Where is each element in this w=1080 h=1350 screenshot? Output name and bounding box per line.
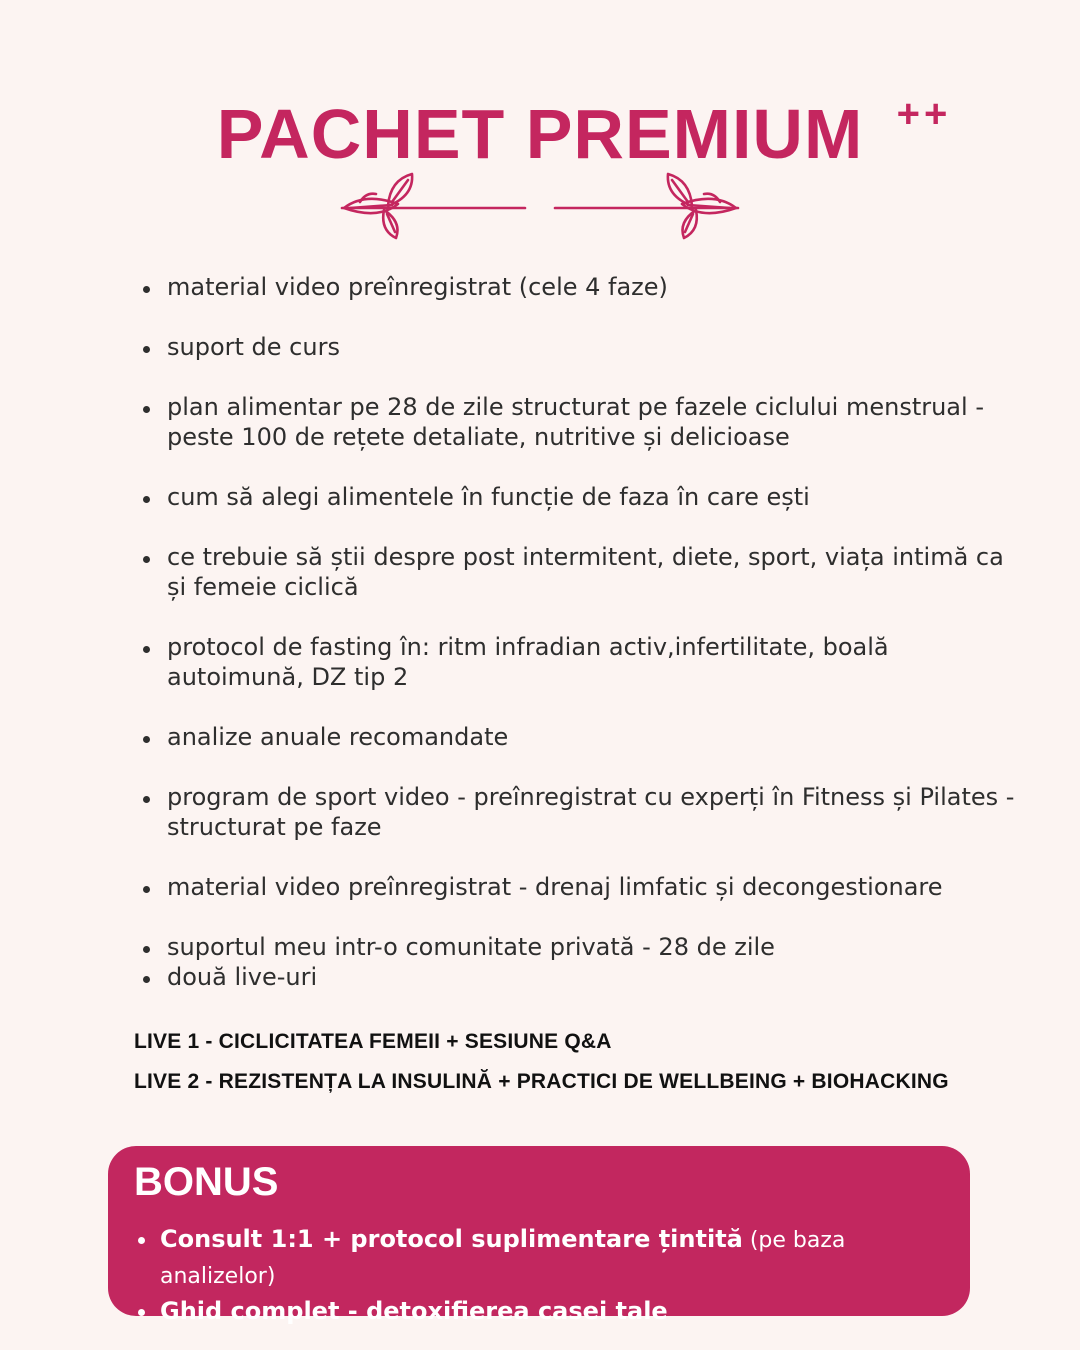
- bonus-title: BONUS: [134, 1160, 279, 1204]
- leaf-ornament-divider: [340, 170, 740, 242]
- features-list: [140, 272, 1020, 992]
- leaf-branch-icon: [555, 174, 738, 238]
- title-container: [0, 92, 1080, 176]
- bonus-list: [138, 1222, 958, 1330]
- bonus-item-note: (pe baza analizelor): [160, 1228, 846, 1289]
- feature-item: program de sport video - preînregistrat cu experți în Fitness și Pilates - structurat pe faze: [140, 782, 1020, 842]
- feature-item: suportul meu intr-o comunitate privată - 28 de zile: [140, 932, 1020, 962]
- feature-item: material video preînregistrat - drenaj limfatic și decongestionare: [140, 872, 1020, 902]
- feature-item: plan alimentar pe 28 de zile structurat pe fazele ciclului menstrual - peste 100 de rețete detaliate, nutritive și delicioase: [140, 392, 1020, 452]
- feature-item: ce trebuie să știi despre post intermitent, diete, sport, viața intimă ca și femeie ciclică: [140, 542, 1020, 602]
- feature-item: două live-uri: [140, 962, 1020, 992]
- bonus-item-strong: Ghid complet - detoxifierea casei tale: [160, 1297, 668, 1325]
- page-title-superscript: ++: [896, 92, 952, 136]
- feature-item: protocol de fasting în: ritm infradian activ,infertilitate, boală autoimună, DZ tip 2: [140, 632, 1020, 692]
- bonus-panel: [108, 1146, 970, 1325]
- live-session-2: LIVE 2 - REZISTENȚA LA INSULINĂ + PRACTICI DE WELLBEING + BIOHACKING: [134, 1070, 949, 1093]
- feature-item: material video preînregistrat (cele 4 faze): [140, 272, 1020, 302]
- bonus-item: [138, 1294, 958, 1330]
- feature-item: cum să alegi alimentele în funcție de faza în care ești: [140, 482, 1020, 512]
- feature-item: analize anuale recomandate: [140, 722, 1020, 752]
- feature-item: suport de curs: [140, 332, 1020, 362]
- page-title: [216, 92, 952, 176]
- bonus-item-strong: Consult 1:1 + protocol suplimentare țintită: [160, 1225, 743, 1253]
- live-session-1: LIVE 1 - CICLICITATEA FEMEII + SESIUNE Q&A: [134, 1030, 612, 1053]
- bonus-item: [138, 1222, 958, 1294]
- leaf-branch-icon: [342, 174, 525, 238]
- page-title-text: PACHET PREMIUM: [216, 95, 864, 173]
